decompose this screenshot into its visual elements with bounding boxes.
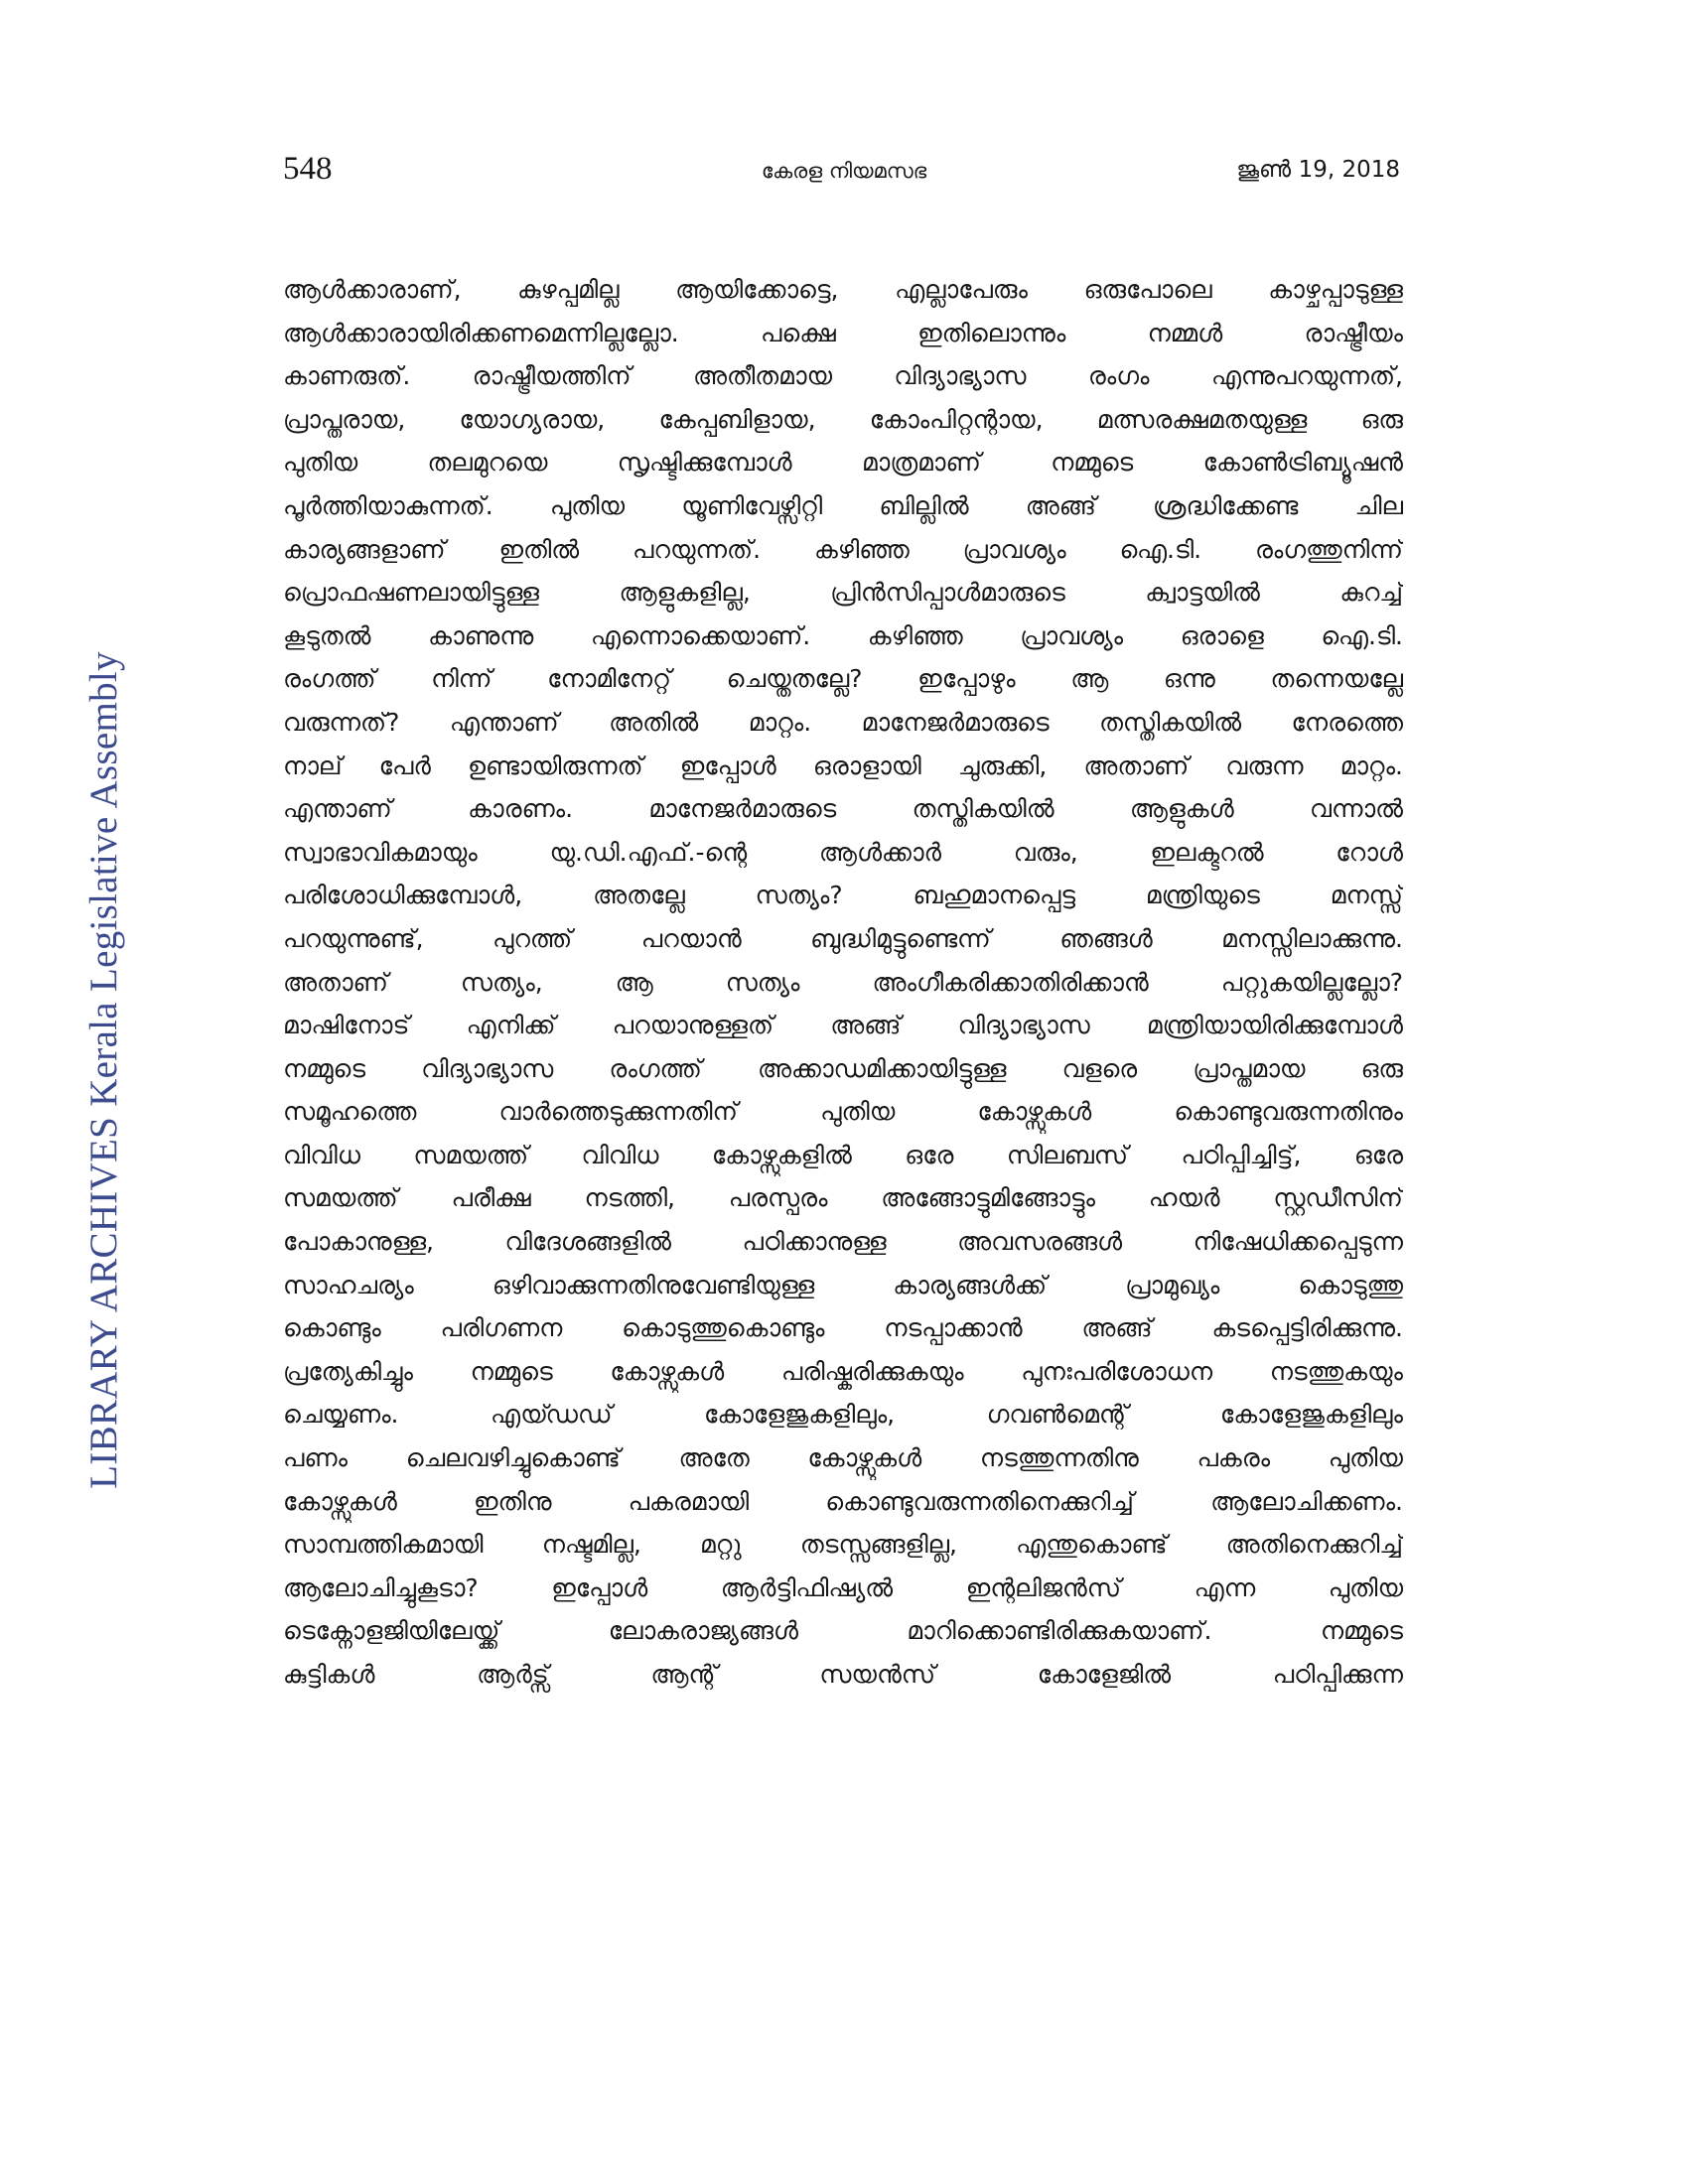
body-line: സാമ്പത്തികമായി നഷ്ടമില്ല, മറ്റു തടസ്സങ്ങളില്ല, എന്തുകൊണ്ട് അതിനെക്കുറിച്ച് <box>283 1530 1403 1560</box>
body-text <box>283 268 1403 1697</box>
body-line: കോഴ്സുകൾ ഇതിനു പകരമായി കൊണ്ടുവരുന്നതിനെക്കുറിച്ച് ആലോചിക്കണം. <box>283 1486 1403 1516</box>
body-line: വരുന്നത്? എന്താണ് അതിൽ മാറ്റം. മാനേജർമാരുടെ തസ്തികയിൽ നേരത്തെ <box>283 707 1403 737</box>
body-line: പരിശോധിക്കുമ്പോൾ, അതല്ലേ സത്യം? ബഹുമാനപ്പെട്ട മന്ത്രിയുടെ മനസ്സ് <box>283 881 1403 910</box>
body-line: വിവിധ സമയത്ത് വിവിധ കോഴ്സുകളിൽ ഒരേ സിലബസ് പഠിപ്പിച്ചിട്ട്, ഒരേ <box>283 1140 1403 1169</box>
body-line: ആലോചിച്ചുകൂടാ? ഇപ്പോൾ ആർട്ടിഫിഷ്യൽ ഇന്റലിജൻസ് എന്ന പുതിയ <box>283 1572 1403 1602</box>
body-line: പുതിയ തലമുറയെ സൃഷ്ടിക്കുമ്പോൾ മാത്രമാണ് നമ്മുടെ കോൺട്രിബ്യൂഷൻ <box>283 448 1403 478</box>
body-line: കുട്ടികൾ ആർട്സ് ആന്റ് സയൻസ് കോളേജിൽ പഠിപ്പിക്കുന്ന <box>283 1660 1403 1689</box>
body-line: സ്വാഭാവികമായും യു.ഡി.എഫ്.-ന്റെ ആൾക്കാർ വരും, ഇലക്ടറൽ റോൾ <box>283 837 1403 867</box>
body-line: സമയത്ത് പരീക്ഷ നടത്തി, പരസ്പരം അങ്ങോട്ടുമിങ്ങോട്ടും ഹയർ സ്റ്റഡീസിന് <box>283 1183 1403 1213</box>
running-header-title: കേരള നിയമസഭ <box>761 159 927 183</box>
body-line: കാണരുത്. രാഷ്ട്രീയത്തിന് അതീതമായ വിദ്യാഭ്യാസ രംഗം എന്നുപറയുന്നത്, <box>283 361 1403 391</box>
body-line: പൂർത്തിയാകുന്നത്. പുതിയ യൂണിവേഴ്സിറ്റി ബില്ലിൽ അങ്ങ് ശ്രദ്ധിക്കേണ്ട ചില <box>283 490 1403 520</box>
body-line: അതാണ് സത്യം, ആ സത്യം അംഗീകരിക്കാതിരിക്കാൻ പറ്റുകയില്ലല്ലോ? <box>283 967 1403 997</box>
body-line: പ്രാപ്തരായ, യോഗ്യരായ, കേപ്പബിളായ, കോംപിറ്റന്റായ, മത്സരക്ഷമതയുള്ള ഒരു <box>283 404 1403 434</box>
body-line: പ്രൊഫഷണലായിട്ടുള്ള ആളുകളില്ല, പ്രിൻസിപ്പാൾമാരുടെ ക്വാട്ടയിൽ കുറച്ച് <box>283 578 1403 608</box>
body-line: കാര്യങ്ങളാണ് ഇതിൽ പറയുന്നത്. കഴിഞ്ഞ പ്രാവശ്യം ഐ.ടി. രംഗത്തുനിന്ന് <box>283 534 1403 564</box>
body-line: ആൾക്കാരായിരിക്കണമെന്നില്ലല്ലോ. പക്ഷെ ഇതിലൊന്നും നമ്മൾ രാഷ്ട്രീയം <box>283 318 1403 347</box>
body-line: പോകാനുള്ള, വിദേശങ്ങളിൽ പഠിക്കാനുള്ള അവസരങ്ങൾ നിഷേധിക്കപ്പെടുന്ന <box>283 1227 1403 1257</box>
body-line: രംഗത്ത് നിന്ന് നോമിനേറ്റ് ചെയ്തതല്ലേ? ഇപ്പോഴും ആ ഒന്നു തന്നെയല്ലേ <box>283 664 1403 694</box>
body-line: സമൂഹത്തെ വാർത്തെടുക്കുന്നതിന് പുതിയ കോഴ്സുകൾ കൊണ്ടുവരുന്നതിനും <box>283 1097 1403 1127</box>
body-line: നാല് പേർ ഉണ്ടായിരുന്നത് ഇപ്പോൾ ഒരാളായി ചുരുക്കി, അതാണ് വരുന്ന മാറ്റം. <box>283 751 1403 780</box>
body-line: പറയുന്നുണ്ട്, പുറത്ത് പറയാൻ ബുദ്ധിമുട്ടുണ്ടെന്ന് ഞങ്ങൾ മനസ്സിലാക്കുന്നു. <box>283 923 1403 953</box>
body-line: എന്താണ് കാരണം. മാനേജർമാരുടെ തസ്തികയിൽ ആളുകൾ വന്നാൽ <box>283 794 1403 824</box>
body-line: കൊണ്ടും പരിഗണന കൊടുത്തുകൊണ്ടും നടപ്പാക്കാൻ അങ്ങ് കടപ്പെട്ടിരിക്കുന്നു. <box>283 1313 1403 1343</box>
body-line: കൂടുതൽ കാണുന്നു എന്നൊക്കെയാണ്. കഴിഞ്ഞ പ്രാവശ്യം ഒരാളെ ഐ.ടി. <box>283 620 1403 650</box>
archive-watermark: LIBRARY ARCHIVES Kerala Legislative Assembly <box>82 651 125 1489</box>
body-line: സാഹചര്യം ഒഴിവാക്കുന്നതിനുവേണ്ടിയുള്ള കാര്യങ്ങൾക്ക് പ്രാമുഖ്യം കൊടുത്തു <box>283 1270 1403 1299</box>
body-line: ചെയ്യണം. എയ്ഡഡ് കോളേജുകളിലും, ഗവൺമെന്റ് കോളേജുകളിലും <box>283 1400 1403 1430</box>
body-line: ടെക്നോളജിയിലേയ്ക്ക് ലോകരാജ്യങ്ങൾ മാറിക്കൊണ്ടിരിക്കുകയാണ്. നമ്മുടെ <box>283 1616 1403 1646</box>
body-line: പണം ചെലവഴിച്ചുകൊണ്ട് അതേ കോഴ്സുകൾ നടത്തുന്നതിനു പകരം പുതിയ <box>283 1443 1403 1473</box>
body-line: പ്രത്യേകിച്ചും നമ്മുടെ കോഴ്സുകൾ പരിഷ്കരിക്കുകയും പുനഃപരിശോധന നടത്തുകയും <box>283 1356 1403 1386</box>
body-line: മാഷിനോട് എനിക്ക് പറയാനുള്ളത് അങ്ങ് വിദ്യാഭ്യാസ മന്ത്രിയായിരിക്കുമ്പോൾ <box>283 1011 1403 1040</box>
body-line: ആൾക്കാരാണ്, കുഴപ്പമില്ല ആയിക്കോട്ടെ, എല്ലാപേരും ഒരുപോലെ കാഴ്ചപ്പാടുള്ള <box>283 275 1403 304</box>
body-line: നമ്മുടെ വിദ്യാഭ്യാസ രംഗത്ത് അക്കാഡമിക്കായിട്ടുള്ള വളരെ പ്രാപ്തമായ ഒരു <box>283 1053 1403 1083</box>
header-date: ജൂൺ 19, 2018 <box>1236 157 1400 183</box>
page-number: 548 <box>283 151 333 187</box>
